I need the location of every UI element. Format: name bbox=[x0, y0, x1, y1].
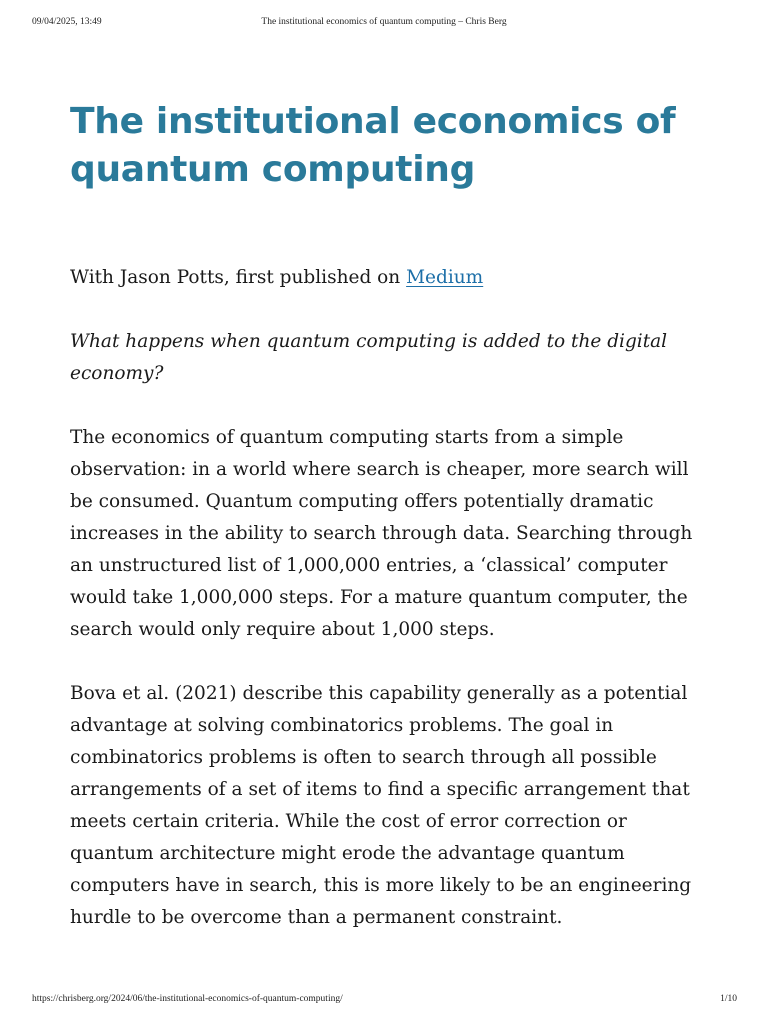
body-paragraph-1: The economics of quantum computing starts from a simple observation: in a world where search is cheaper, more search will be consumed. Quantum computing offers potentially dramatic increases in the ability to search through data. Searching through an unstructured list of 1,000,000 entries, a ‘classical’ computer would take 1,000,000 steps. For a mature quantum computer, the search would only require about 1,000 steps. bbox=[70, 427, 693, 640]
byline-text: With Jason Potts, first published on bbox=[70, 267, 407, 288]
lede: What happens when quantum computing is added to the digital economy? bbox=[70, 331, 668, 384]
body-paragraph-2: Bova et al. (2021) describe this capability generally as a potential advantage at solving combinatorics problems. The goal in combinatorics problems is often to search through all possible arrangements of a set of items to find a specific arrangement that meets certain criteria. While the cost of error correction or quantum architecture might erode the advantage quantum computers have in search, this is more likely to be an engineering hurdle to be overcome than a permanent constraint. bbox=[70, 683, 692, 928]
print-document-title: The institutional economics of quantum computing – Chris Berg bbox=[261, 17, 507, 27]
medium-link[interactable]: Medium bbox=[406, 267, 484, 288]
print-header bbox=[0, 17, 768, 31]
print-footer bbox=[0, 994, 768, 1008]
article bbox=[70, 98, 710, 934]
article-title: The institutional economics of quantum computing bbox=[70, 101, 676, 190]
print-url: https://chrisberg.org/2024/06/the-institutional-economics-of-quantum-computing/ bbox=[32, 994, 343, 1004]
page-number: 1/10 bbox=[720, 994, 737, 1004]
print-date: 09/04/2025, 13:49 bbox=[32, 17, 102, 27]
byline bbox=[70, 262, 710, 294]
